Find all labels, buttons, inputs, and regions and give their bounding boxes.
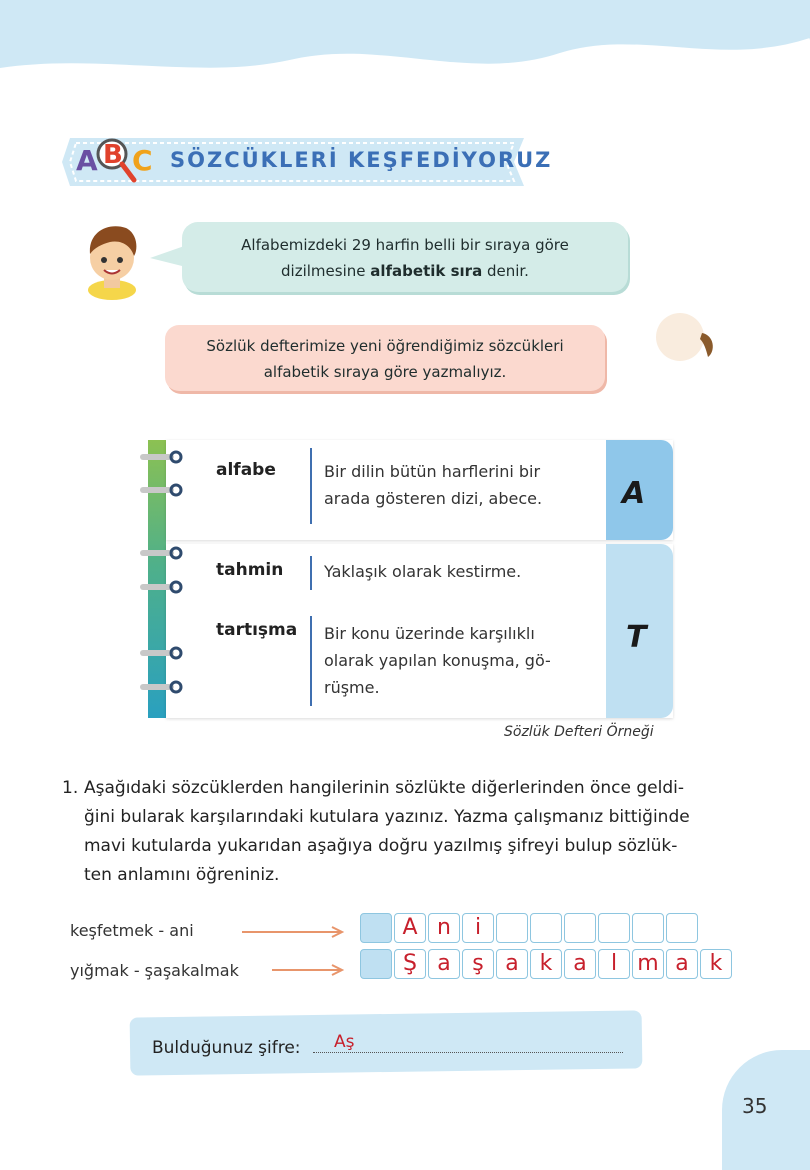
page-number: 35 bbox=[742, 1094, 768, 1118]
question-line: ten anlamını öğreniniz. bbox=[84, 865, 280, 885]
letter-box[interactable]: k bbox=[530, 949, 562, 979]
boy-illustration bbox=[80, 220, 144, 300]
definition-line: arada gösteren dizi, abece. bbox=[324, 489, 543, 508]
section-title: SÖZCÜKLERİ KEŞFEDİYORUZ bbox=[170, 148, 553, 172]
entry-definition-alfabe bbox=[324, 458, 594, 512]
cipher-label: Bulduğunuz şifre: bbox=[152, 1038, 301, 1058]
arrow-icon bbox=[272, 964, 346, 976]
speech-bubble-definition bbox=[182, 222, 628, 292]
bubble2-line-1: Sözlük defterimize yeni öğrendiğimiz sözcükleri bbox=[206, 337, 564, 355]
cipher-answer: Aş bbox=[334, 1032, 355, 1052]
definition-line: Bir konu üzerinde karşılıklı bbox=[324, 624, 535, 643]
bubble2-line-2: alfabetik sıraya göre yazmalıyız. bbox=[263, 363, 507, 381]
letter-box[interactable]: a bbox=[666, 949, 698, 979]
notebook-caption: Sözlük Defteri Örneği bbox=[504, 724, 654, 740]
bubble-text bbox=[182, 232, 628, 284]
letter-box[interactable] bbox=[666, 913, 698, 943]
letter-box[interactable]: m bbox=[632, 949, 664, 979]
definition-line: rüşme. bbox=[324, 678, 380, 697]
binder-ring bbox=[140, 483, 186, 497]
entry-definition-tahmin bbox=[324, 558, 594, 585]
bubble-bold-term: alfabetik sıra bbox=[370, 262, 483, 280]
question-line: mavi kutularda yukarıdan aşağıya doğru yazılmış şifreyi bulup sözlük- bbox=[84, 836, 678, 856]
girl-illustration bbox=[648, 305, 718, 365]
pair-label-1: keşfetmek - ani bbox=[70, 921, 194, 940]
notebook-spine bbox=[148, 440, 166, 718]
index-letter-t: T bbox=[626, 620, 647, 655]
letter-box[interactable]: ş bbox=[462, 949, 494, 979]
abc-logo-icon bbox=[76, 136, 154, 188]
pair-label-2: yığmak - şaşakalmak bbox=[70, 961, 239, 980]
question-1 bbox=[62, 774, 752, 890]
letter-box[interactable]: k bbox=[700, 949, 732, 979]
bubble2-text bbox=[165, 333, 605, 385]
dictionary-notebook bbox=[148, 440, 673, 718]
letter-box[interactable]: A bbox=[394, 913, 426, 943]
entry-divider bbox=[310, 616, 312, 706]
letter-box[interactable] bbox=[598, 913, 630, 943]
entry-definition-tartisma bbox=[324, 620, 594, 701]
letter-box[interactable]: l bbox=[598, 949, 630, 979]
letter-box[interactable]: a bbox=[428, 949, 460, 979]
cipher-answer-line[interactable] bbox=[313, 1052, 623, 1053]
letter-box[interactable] bbox=[496, 913, 528, 943]
letter-box[interactable]: a bbox=[496, 949, 528, 979]
letter-box[interactable]: a bbox=[564, 949, 596, 979]
letter-box[interactable] bbox=[632, 913, 664, 943]
binder-ring bbox=[140, 680, 186, 694]
letter-box[interactable]: Ş bbox=[394, 949, 426, 979]
bubble-line-2-post: denir. bbox=[482, 262, 529, 280]
binder-ring bbox=[140, 450, 186, 464]
definition-line: olarak yapılan konuşma, gö- bbox=[324, 651, 551, 670]
entry-word-alfabe: alfabe bbox=[216, 460, 276, 480]
cipher-letter-box[interactable] bbox=[360, 949, 392, 979]
index-tab-a bbox=[606, 440, 673, 540]
question-text bbox=[84, 774, 752, 890]
binder-ring bbox=[140, 546, 186, 560]
entry-divider bbox=[310, 448, 312, 524]
logo-letter-c: C bbox=[132, 144, 153, 177]
definition-line: Yaklaşık olarak kestirme. bbox=[324, 562, 522, 581]
index-tab-t bbox=[606, 544, 673, 718]
question-line: Aşağıdaki sözcüklerden hangilerinin sözlükte diğerlerinden önce geldi- bbox=[84, 778, 685, 798]
question-number: 1. bbox=[62, 778, 79, 798]
top-wave-decoration bbox=[0, 0, 810, 90]
entry-word-tahmin: tahmin bbox=[216, 560, 284, 580]
letter-box[interactable]: n bbox=[428, 913, 460, 943]
letter-box[interactable]: i bbox=[462, 913, 494, 943]
speech-bubble-note bbox=[165, 325, 605, 391]
cipher-letter-box[interactable] bbox=[360, 913, 392, 943]
bubble-line-1: Alfabemizdeki 29 harfin belli bir sıraya göre bbox=[241, 236, 569, 254]
logo-letter-a: A bbox=[76, 144, 98, 177]
binder-ring bbox=[140, 580, 186, 594]
index-letter-a: A bbox=[622, 476, 646, 511]
letter-box[interactable] bbox=[530, 913, 562, 943]
question-line: ğini bularak karşılarındaki kutulara yazınız. Yazma çalışmanız bittiğinde bbox=[84, 807, 690, 827]
entry-word-tartisma: tartışma bbox=[216, 620, 298, 640]
binder-ring bbox=[140, 646, 186, 660]
definition-line: Bir dilin bütün harflerini bir bbox=[324, 462, 541, 481]
arrow-icon bbox=[242, 926, 346, 938]
bubble-line-2-pre: dizilmesine bbox=[281, 262, 371, 280]
logo-letter-b: B bbox=[103, 140, 123, 170]
letter-box[interactable] bbox=[564, 913, 596, 943]
entry-divider bbox=[310, 556, 312, 590]
